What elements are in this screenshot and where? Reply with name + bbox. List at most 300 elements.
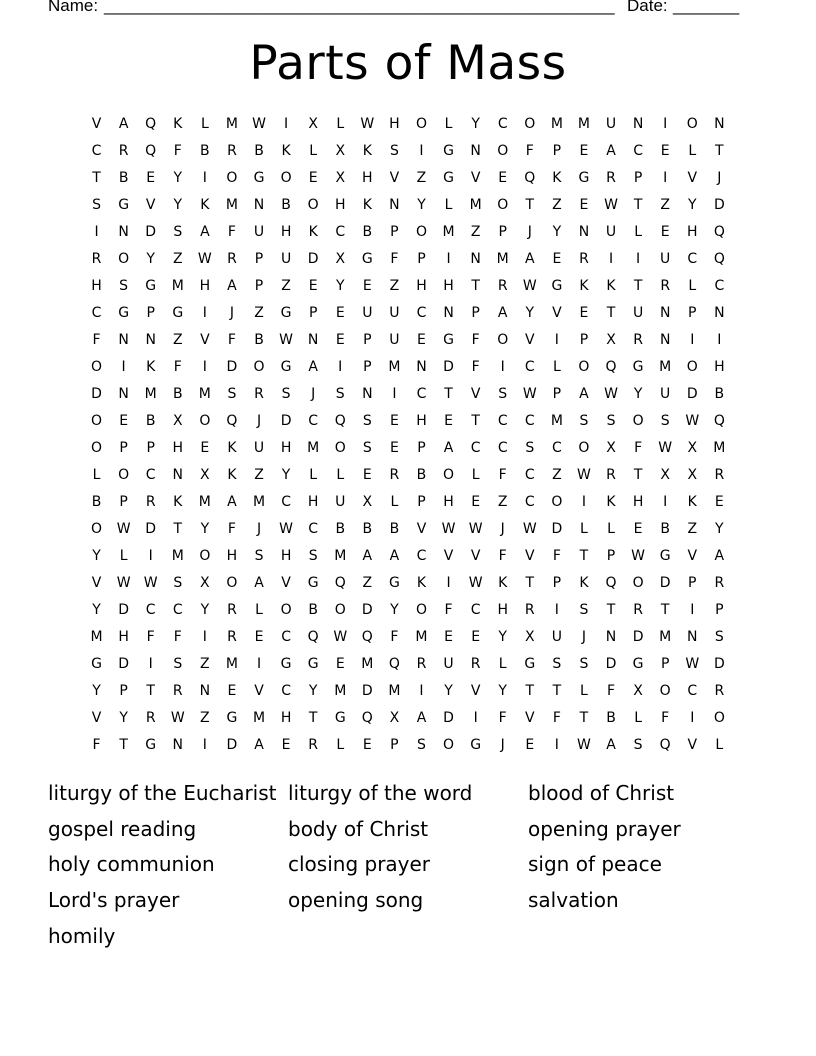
grid-letter[interactable]: R xyxy=(714,683,725,699)
grid-letter[interactable]: T xyxy=(525,575,535,591)
grid-letter[interactable]: K xyxy=(173,494,183,510)
grid-letter[interactable]: M xyxy=(361,656,374,672)
grid-letter[interactable]: O xyxy=(91,440,103,456)
grid-letter[interactable]: Q xyxy=(713,224,725,240)
grid-letter[interactable]: H xyxy=(91,278,102,294)
grid-letter[interactable]: S xyxy=(579,656,589,672)
grid-letter[interactable]: Q xyxy=(361,710,373,726)
grid-letter[interactable]: R xyxy=(389,467,400,483)
grid-letter[interactable]: K xyxy=(579,278,589,294)
grid-letter[interactable]: F xyxy=(227,332,236,348)
grid-letter[interactable]: Z xyxy=(687,521,698,537)
grid-letter[interactable]: O xyxy=(497,332,509,348)
grid-letter[interactable]: T xyxy=(471,413,480,429)
grid-letter[interactable]: G xyxy=(443,170,454,186)
grid-letter[interactable]: B xyxy=(714,386,725,402)
grid-letter[interactable]: M xyxy=(388,359,401,375)
grid-letter[interactable]: O xyxy=(91,413,103,429)
grid-letter[interactable]: T xyxy=(173,521,183,537)
grid-letter[interactable]: L xyxy=(580,683,588,699)
grid-letter[interactable]: M xyxy=(198,386,211,402)
grid-letter[interactable]: W xyxy=(360,116,375,132)
grid-letter[interactable]: J xyxy=(500,737,505,753)
grid-letter[interactable]: F xyxy=(173,143,182,159)
grid-letter[interactable]: E xyxy=(200,440,210,456)
grid-letter[interactable]: A xyxy=(308,359,318,375)
grid-letter[interactable]: V xyxy=(254,683,264,699)
grid-letter[interactable]: H xyxy=(714,359,725,375)
grid-letter[interactable]: L xyxy=(444,116,453,132)
grid-letter[interactable]: X xyxy=(200,467,210,483)
grid-letter[interactable]: E xyxy=(362,278,372,294)
grid-letter[interactable]: C xyxy=(687,683,698,699)
grid-letter[interactable]: G xyxy=(470,737,482,753)
grid-letter[interactable]: I xyxy=(148,656,153,672)
grid-letter[interactable]: J xyxy=(256,521,262,537)
grid-letter[interactable]: N xyxy=(389,197,400,213)
grid-letter[interactable]: Y xyxy=(281,467,291,483)
grid-letter[interactable]: R xyxy=(633,332,643,348)
grid-letter[interactable]: M xyxy=(496,251,509,267)
grid-letter[interactable]: W xyxy=(604,386,618,402)
grid-letter[interactable]: K xyxy=(200,197,210,213)
grid-letter[interactable]: G xyxy=(280,359,292,375)
grid-letter[interactable]: L xyxy=(390,494,399,510)
grid-letter[interactable]: K xyxy=(146,359,156,375)
grid-letter[interactable]: R xyxy=(470,656,481,672)
grid-letter[interactable]: C xyxy=(497,440,508,456)
grid-letter[interactable]: A xyxy=(227,494,237,510)
grid-letter[interactable]: N xyxy=(118,332,129,348)
grid-letter[interactable]: P xyxy=(417,494,426,510)
grid-letter[interactable]: O xyxy=(118,251,130,267)
grid-letter[interactable]: M xyxy=(713,440,726,456)
grid-letter[interactable]: D xyxy=(713,197,725,213)
grid-letter[interactable]: V xyxy=(91,116,102,132)
grid-letter[interactable]: W xyxy=(197,251,212,267)
grid-letter[interactable]: O xyxy=(253,359,265,375)
grid-letter[interactable]: G xyxy=(578,170,590,186)
grid-letter[interactable]: W xyxy=(279,332,293,348)
grid-letter[interactable]: O xyxy=(524,116,536,132)
grid-letter[interactable]: A xyxy=(254,575,264,591)
grid-letter[interactable]: Z xyxy=(552,467,562,483)
grid-letter[interactable]: R xyxy=(227,251,237,267)
grid-letter[interactable]: M xyxy=(171,278,184,294)
grid-letter[interactable]: F xyxy=(552,710,561,726)
grid-letter[interactable]: X xyxy=(308,116,318,132)
grid-letter[interactable]: W xyxy=(685,413,700,429)
grid-letter[interactable]: T xyxy=(606,305,616,321)
grid-letter[interactable]: R xyxy=(308,737,319,753)
grid-letter[interactable]: R xyxy=(714,467,725,483)
grid-letter[interactable]: N xyxy=(416,359,427,375)
grid-letter[interactable]: O xyxy=(91,359,103,375)
grid-letter[interactable]: U xyxy=(362,305,373,321)
grid-letter[interactable]: W xyxy=(170,710,185,726)
grid-letter[interactable]: J xyxy=(500,521,505,537)
grid-letter[interactable]: P xyxy=(254,251,264,267)
grid-letter[interactable]: N xyxy=(659,305,671,321)
grid-letter[interactable]: U xyxy=(335,494,346,510)
grid-letter[interactable]: G xyxy=(551,278,563,294)
grid-letter[interactable]: B xyxy=(389,521,400,537)
grid-letter[interactable]: T xyxy=(552,683,562,699)
name-blank[interactable]: ______________________________________________________ xyxy=(104,0,615,15)
grid-letter[interactable]: N xyxy=(172,467,184,483)
grid-letter[interactable]: F xyxy=(471,359,480,375)
grid-letter[interactable]: K xyxy=(281,143,291,159)
grid-letter[interactable]: F xyxy=(498,467,507,483)
grid-letter[interactable]: B xyxy=(660,521,670,537)
grid-letter[interactable]: Q xyxy=(145,116,157,132)
grid-letter[interactable]: C xyxy=(91,305,102,321)
grid-letter[interactable]: N xyxy=(659,332,671,348)
grid-letter[interactable]: S xyxy=(173,224,183,240)
grid-letter[interactable]: J xyxy=(581,629,587,645)
grid-letter[interactable]: K xyxy=(579,575,589,591)
grid-letter[interactable]: F xyxy=(173,629,182,645)
grid-letter[interactable]: W xyxy=(468,575,483,591)
grid-letter[interactable]: D xyxy=(307,251,319,267)
grid-letter[interactable]: L xyxy=(607,521,615,537)
grid-letter[interactable]: D xyxy=(686,386,698,402)
grid-letter[interactable]: E xyxy=(579,197,589,213)
grid-letter[interactable]: S xyxy=(660,413,670,429)
grid-letter[interactable]: N xyxy=(118,386,129,402)
grid-letter[interactable]: A xyxy=(227,278,237,294)
grid-letter[interactable]: Y xyxy=(633,386,643,402)
grid-letter[interactable]: I xyxy=(554,332,559,348)
grid-letter[interactable]: I xyxy=(581,494,587,510)
grid-letter[interactable]: C xyxy=(633,143,643,159)
grid-letter[interactable]: U xyxy=(253,440,265,456)
grid-letter[interactable]: V xyxy=(525,332,535,348)
grid-letter[interactable]: W xyxy=(252,116,266,132)
grid-letter[interactable]: E xyxy=(579,143,589,159)
grid-letter[interactable]: G xyxy=(334,710,346,726)
grid-letter[interactable]: C xyxy=(308,521,319,537)
grid-letter[interactable]: S xyxy=(308,548,318,564)
grid-letter[interactable]: O xyxy=(226,575,238,591)
grid-letter[interactable]: A xyxy=(714,548,725,564)
grid-letter[interactable]: S xyxy=(417,737,426,753)
grid-letter[interactable]: T xyxy=(579,548,589,564)
grid-letter[interactable]: T xyxy=(633,197,643,213)
grid-letter[interactable]: W xyxy=(116,575,131,591)
grid-letter[interactable]: Y xyxy=(417,197,426,213)
grid-letter[interactable]: L xyxy=(309,467,318,483)
grid-letter[interactable]: I xyxy=(608,251,614,267)
grid-letter[interactable]: M xyxy=(252,494,266,510)
grid-letter[interactable]: G xyxy=(361,251,373,267)
grid-letter[interactable]: P xyxy=(146,305,155,321)
grid-letter[interactable]: P xyxy=(254,278,264,294)
grid-letter[interactable]: U xyxy=(389,305,400,321)
grid-letter[interactable]: O xyxy=(686,116,698,132)
grid-letter[interactable]: M xyxy=(659,359,672,375)
grid-letter[interactable]: Z xyxy=(497,494,508,510)
grid-letter[interactable]: M xyxy=(334,548,347,564)
grid-letter[interactable]: N xyxy=(632,116,644,132)
grid-letter[interactable]: X xyxy=(524,629,535,645)
grid-letter[interactable]: F xyxy=(390,629,399,645)
grid-letter[interactable]: I xyxy=(473,710,478,726)
grid-letter[interactable]: R xyxy=(172,683,183,699)
grid-letter[interactable]: N xyxy=(605,629,617,645)
grid-letter[interactable]: O xyxy=(443,467,455,483)
grid-letter[interactable]: V xyxy=(470,548,481,564)
grid-letter[interactable]: X xyxy=(335,170,346,186)
grid-letter[interactable]: I xyxy=(690,602,695,618)
grid-letter[interactable]: Y xyxy=(173,197,183,213)
grid-letter[interactable]: R xyxy=(91,251,102,267)
grid-letter[interactable]: C xyxy=(524,359,535,375)
grid-letter[interactable]: Y xyxy=(525,305,535,321)
grid-letter[interactable]: A xyxy=(362,548,373,564)
grid-letter[interactable]: G xyxy=(145,278,157,294)
grid-letter[interactable]: G xyxy=(118,197,130,213)
grid-letter[interactable]: O xyxy=(226,170,238,186)
grid-letter[interactable]: L xyxy=(688,278,697,294)
grid-letter[interactable]: N xyxy=(172,737,184,753)
grid-letter[interactable]: R xyxy=(714,575,725,591)
grid-letter[interactable]: M xyxy=(550,413,563,429)
grid-letter[interactable]: C xyxy=(470,440,481,456)
grid-letter[interactable]: D xyxy=(659,575,671,591)
grid-letter[interactable]: A xyxy=(389,548,400,564)
grid-letter[interactable]: Y xyxy=(552,224,562,240)
grid-letter[interactable]: A xyxy=(254,737,264,753)
grid-letter[interactable]: L xyxy=(498,656,507,672)
grid-letter[interactable]: G xyxy=(172,305,184,321)
grid-letter[interactable]: G xyxy=(659,548,671,564)
grid-letter[interactable]: W xyxy=(604,197,618,213)
grid-letter[interactable]: I xyxy=(202,629,207,645)
grid-letter[interactable]: S xyxy=(633,737,643,753)
grid-letter[interactable]: Q xyxy=(605,575,617,591)
grid-letter[interactable]: G xyxy=(632,656,644,672)
grid-letter[interactable]: A xyxy=(606,143,616,159)
grid-letter[interactable]: Z xyxy=(470,224,481,240)
grid-letter[interactable]: F xyxy=(606,683,616,699)
grid-letter[interactable]: S xyxy=(714,629,724,645)
grid-letter[interactable]: I xyxy=(392,386,397,402)
grid-letter[interactable]: S xyxy=(579,602,589,618)
grid-letter[interactable]: B xyxy=(362,224,373,240)
grid-letter[interactable]: H xyxy=(280,224,292,240)
grid-letter[interactable]: L xyxy=(634,224,642,240)
grid-letter[interactable]: G xyxy=(307,656,319,672)
grid-letter[interactable]: A xyxy=(525,251,535,267)
grid-letter[interactable]: I xyxy=(554,737,559,753)
grid-letter[interactable]: O xyxy=(578,359,590,375)
grid-letter[interactable]: R xyxy=(579,251,589,267)
grid-letter[interactable]: P xyxy=(579,332,589,348)
grid-letter[interactable]: L xyxy=(336,116,345,132)
grid-letter[interactable]: L xyxy=(444,197,453,213)
grid-letter[interactable]: S xyxy=(119,278,129,294)
grid-letter[interactable]: J xyxy=(311,386,316,402)
grid-letter[interactable]: N xyxy=(687,629,698,645)
grid-letter[interactable]: G xyxy=(226,710,238,726)
grid-letter[interactable]: Z xyxy=(281,278,291,294)
grid-letter[interactable]: B xyxy=(254,332,264,348)
grid-letter[interactable]: N xyxy=(578,224,590,240)
grid-letter[interactable]: U xyxy=(605,224,617,240)
grid-letter[interactable]: M xyxy=(225,656,238,672)
grid-letter[interactable]: V xyxy=(687,170,698,186)
grid-letter[interactable]: E xyxy=(308,278,318,294)
grid-letter[interactable]: V xyxy=(281,575,291,591)
grid-letter[interactable]: O xyxy=(415,116,427,132)
grid-letter[interactable]: B xyxy=(281,197,291,213)
grid-letter[interactable]: I xyxy=(202,737,207,753)
grid-letter[interactable]: E xyxy=(362,737,372,753)
grid-letter[interactable]: A xyxy=(579,386,589,402)
grid-letter[interactable]: X xyxy=(335,251,346,267)
grid-letter[interactable]: C xyxy=(497,413,508,429)
grid-letter[interactable]: N xyxy=(145,332,156,348)
grid-letter[interactable]: I xyxy=(636,251,641,267)
grid-letter[interactable]: P xyxy=(390,737,399,753)
grid-letter[interactable]: S xyxy=(362,413,372,429)
grid-letter[interactable]: P xyxy=(552,143,562,159)
grid-letter[interactable]: T xyxy=(92,170,101,186)
grid-letter[interactable]: C xyxy=(714,278,725,294)
grid-letter[interactable]: P xyxy=(308,305,318,321)
grid-letter[interactable]: H xyxy=(443,278,454,294)
grid-letter[interactable]: T xyxy=(633,467,643,483)
grid-letter[interactable]: C xyxy=(281,494,291,510)
grid-letter[interactable]: R xyxy=(227,143,237,159)
grid-letter[interactable]: E xyxy=(714,494,724,510)
grid-letter[interactable]: C xyxy=(335,224,346,240)
grid-letter[interactable]: F xyxy=(634,440,643,456)
grid-letter[interactable]: W xyxy=(522,278,537,294)
grid-letter[interactable]: P xyxy=(552,386,562,402)
grid-letter[interactable]: H xyxy=(226,548,238,564)
grid-letter[interactable]: H xyxy=(280,710,292,726)
grid-letter[interactable]: E xyxy=(444,413,453,429)
grid-letter[interactable]: C xyxy=(416,386,427,402)
grid-letter[interactable]: I xyxy=(663,494,668,510)
grid-letter[interactable]: D xyxy=(713,656,725,672)
grid-letter[interactable]: I xyxy=(148,548,153,564)
grid-letter[interactable]: Y xyxy=(200,521,210,537)
grid-letter[interactable]: T xyxy=(660,602,670,618)
grid-letter[interactable]: V xyxy=(470,170,481,186)
grid-letter[interactable]: D xyxy=(118,602,129,618)
grid-letter[interactable]: Q xyxy=(659,737,671,753)
grid-letter[interactable]: O xyxy=(307,197,319,213)
grid-letter[interactable]: K xyxy=(687,494,697,510)
grid-letter[interactable]: O xyxy=(497,143,509,159)
grid-letter[interactable]: U xyxy=(443,656,454,672)
grid-letter[interactable]: O xyxy=(497,197,509,213)
grid-letter[interactable]: D xyxy=(361,683,373,699)
grid-letter[interactable]: L xyxy=(255,602,263,618)
grid-letter[interactable]: V xyxy=(389,170,400,186)
grid-letter[interactable]: G xyxy=(280,305,292,321)
grid-letter[interactable]: O xyxy=(334,602,346,618)
grid-letter[interactable]: I xyxy=(554,602,559,618)
grid-letter[interactable]: M xyxy=(469,197,482,213)
grid-letter[interactable]: H xyxy=(172,440,184,456)
grid-letter[interactable]: U xyxy=(253,224,265,240)
grid-letter[interactable]: E xyxy=(660,143,670,159)
grid-letter[interactable]: L xyxy=(688,143,697,159)
grid-letter[interactable]: M xyxy=(442,224,455,240)
grid-letter[interactable]: M xyxy=(415,629,428,645)
grid-letter[interactable]: C xyxy=(470,602,481,618)
grid-letter[interactable]: Z xyxy=(362,575,373,591)
grid-letter[interactable]: H xyxy=(199,278,211,294)
grid-letter[interactable]: T xyxy=(525,197,535,213)
grid-letter[interactable]: S xyxy=(606,413,616,429)
grid-letter[interactable]: L xyxy=(552,359,561,375)
grid-letter[interactable]: E xyxy=(444,629,453,645)
grid-letter[interactable]: O xyxy=(118,467,130,483)
grid-letter[interactable]: G xyxy=(443,332,454,348)
grid-letter[interactable]: C xyxy=(308,413,319,429)
grid-letter[interactable]: G xyxy=(280,656,292,672)
grid-letter[interactable]: N xyxy=(362,386,373,402)
grid-letter[interactable]: Q xyxy=(713,251,725,267)
grid-letter[interactable]: W xyxy=(279,521,293,537)
grid-letter[interactable]: G xyxy=(145,737,157,753)
grid-letter[interactable]: F xyxy=(146,629,155,645)
grid-letter[interactable]: E xyxy=(579,305,589,321)
grid-letter[interactable]: C xyxy=(524,467,535,483)
grid-letter[interactable]: G xyxy=(253,170,265,186)
grid-letter[interactable]: B xyxy=(254,143,264,159)
grid-letter[interactable]: Y xyxy=(119,710,128,726)
grid-letter[interactable]: F xyxy=(173,359,182,375)
grid-letter[interactable]: Q xyxy=(388,656,400,672)
grid-letter[interactable]: H xyxy=(280,440,292,456)
grid-letter[interactable]: C xyxy=(524,494,535,510)
grid-letter[interactable]: A xyxy=(118,116,129,132)
grid-letter[interactable]: D xyxy=(605,656,617,672)
grid-letter[interactable]: N xyxy=(443,305,454,321)
grid-letter[interactable]: C xyxy=(687,251,698,267)
grid-letter[interactable]: O xyxy=(280,170,292,186)
grid-letter[interactable]: K xyxy=(606,494,616,510)
grid-letter[interactable]: P xyxy=(417,251,426,267)
grid-letter[interactable]: Y xyxy=(335,278,345,294)
grid-letter[interactable]: S xyxy=(173,575,183,591)
grid-letter[interactable]: U xyxy=(280,251,292,267)
grid-letter[interactable]: I xyxy=(419,143,424,159)
grid-letter[interactable]: M xyxy=(577,116,590,132)
grid-letter[interactable]: G xyxy=(307,575,319,591)
grid-letter[interactable]: R xyxy=(633,602,643,618)
grid-letter[interactable]: N xyxy=(253,197,265,213)
grid-letter[interactable]: W xyxy=(143,575,158,591)
grid-letter[interactable]: R xyxy=(606,467,616,483)
grid-letter[interactable]: J xyxy=(717,170,722,186)
grid-letter[interactable]: C xyxy=(145,602,156,618)
grid-letter[interactable]: E xyxy=(633,521,643,537)
grid-letter[interactable]: I xyxy=(717,332,722,348)
grid-letter[interactable]: V xyxy=(91,575,102,591)
grid-letter[interactable]: R xyxy=(227,602,237,618)
grid-letter[interactable]: D xyxy=(280,413,292,429)
grid-letter[interactable]: S xyxy=(254,548,264,564)
grid-letter[interactable]: R xyxy=(497,278,508,294)
grid-letter[interactable]: Q xyxy=(361,629,373,645)
